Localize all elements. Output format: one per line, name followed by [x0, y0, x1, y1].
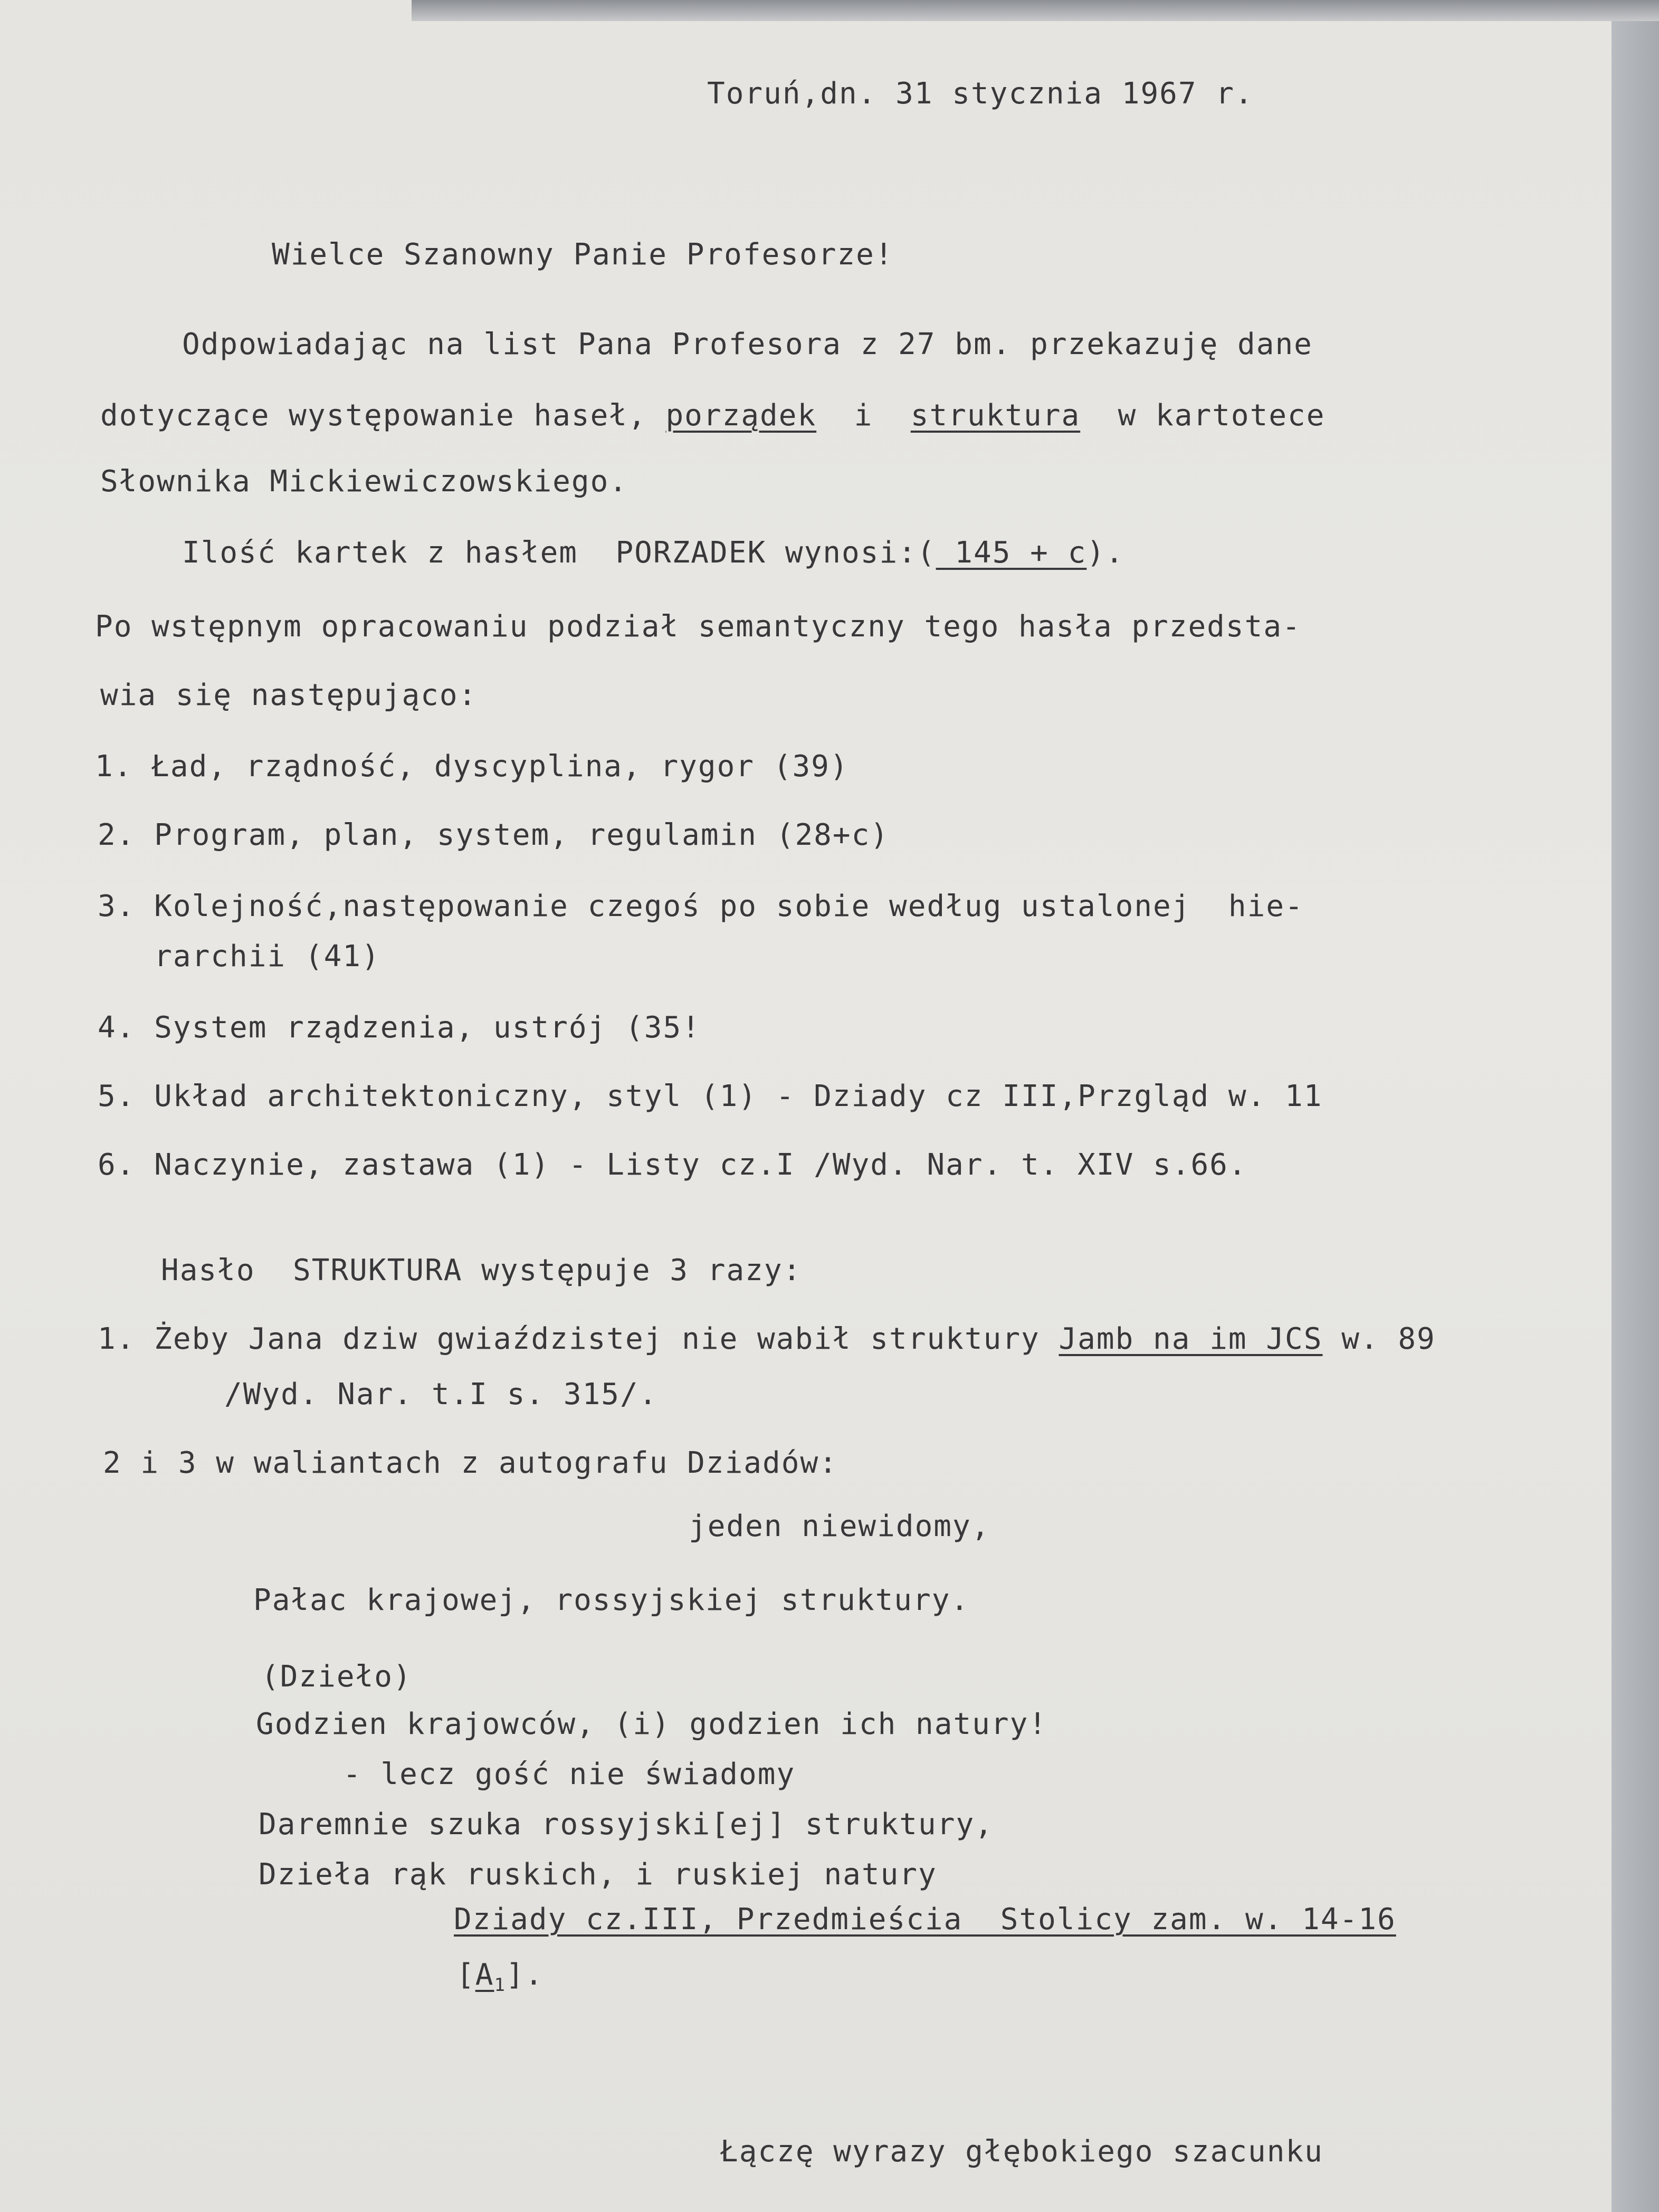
- paragraph-line: Słownika Mickiewiczowskiego.: [100, 464, 628, 499]
- quote-line: - lecz gość nie świadomy: [343, 1757, 796, 1791]
- salutation: Wielce Szanowny Panie Profesorze!: [272, 237, 894, 272]
- paragraph-line: Ilość kartek z hasłem PORZADEK wynosi:( 145 + c).: [182, 536, 1124, 570]
- list-item: 4. System rządzenia, ustrój (35!: [98, 1010, 701, 1045]
- list-item: 3. Kolejność,następowanie czegoś po sobie według ustalonej hie-: [98, 889, 1304, 923]
- quote-line: jeden niewidomy,: [689, 1509, 990, 1543]
- underlying-sheet-edge: [1612, 0, 1659, 2212]
- quote-line: Godzien krajowców, (i) godzien ich natury!: [256, 1707, 1048, 1741]
- quote-line: Dzieła rąk ruskich, i ruskiej natury: [259, 1857, 937, 1892]
- paragraph-line: 2 i 3 w waliantach z autografu Dziadów:: [103, 1446, 838, 1480]
- paragraph-line: Po wstępnym opracowaniu podział semantyczny tego hasła przedsta-: [95, 609, 1301, 644]
- underlined-reference: Jamb na im JCS: [1059, 1322, 1323, 1356]
- paragraph-line: wia się następująco:: [100, 678, 478, 712]
- underlined-term-porzadek: porządek: [665, 398, 817, 433]
- quote-line: (Dzieło): [261, 1660, 412, 1694]
- quote-line: Daremnie szuka rossyjski[ej] struktury,: [259, 1807, 994, 1842]
- list-item: 1. Ład, rządność, dyscyplina, rygor (39): [95, 749, 849, 784]
- quote-line: Pałac krajowej, rossyjskiej struktury.: [253, 1583, 970, 1617]
- list-item: 2. Program, plan, system, regulamin (28+c): [98, 818, 890, 852]
- list-item: 1. Żeby Jana dziw gwiaździstej nie wabił struktury Jamb na im JCS w. 89: [98, 1322, 1436, 1356]
- list-item-continuation: rarchii (41): [98, 939, 380, 974]
- quote-source-mark: $[A_1]$.: [456, 1958, 544, 1996]
- closing: Łączę wyrazy głębokiego szacunku: [720, 2134, 1323, 2169]
- quote-source: Dziady cz.III, Przedmieścia Stolicy zam. w. 14-16: [454, 1902, 1396, 1937]
- underlined-term-struktura: struktura: [910, 398, 1081, 433]
- top-shadow-edge: [412, 0, 1659, 21]
- card-count: 145 + c: [936, 536, 1087, 570]
- paragraph-line: Hasło STRUKTURA występuje 3 razy:: [161, 1253, 802, 1288]
- paragraph-line: dotyczące występowanie haseł, porządek i struktura w kartotece: [100, 398, 1326, 433]
- list-item: 5. Układ architektoniczny, styl (1) - Dziady cz III,Przgląd w. 11: [98, 1079, 1323, 1113]
- list-item: 6. Naczynie, zastawa (1) - Listy cz.I /Wyd. Nar. t. XIV s.66.: [98, 1148, 1247, 1182]
- letter-date: Toruń,dn. 31 stycznia 1967 r.: [707, 77, 1254, 111]
- paragraph-line: Odpowiadając na list Pana Profesora z 27 bm. przekazuję dane: [182, 327, 1313, 361]
- list-item-continuation: /Wyd. Nar. t.I s. 315/.: [224, 1377, 658, 1412]
